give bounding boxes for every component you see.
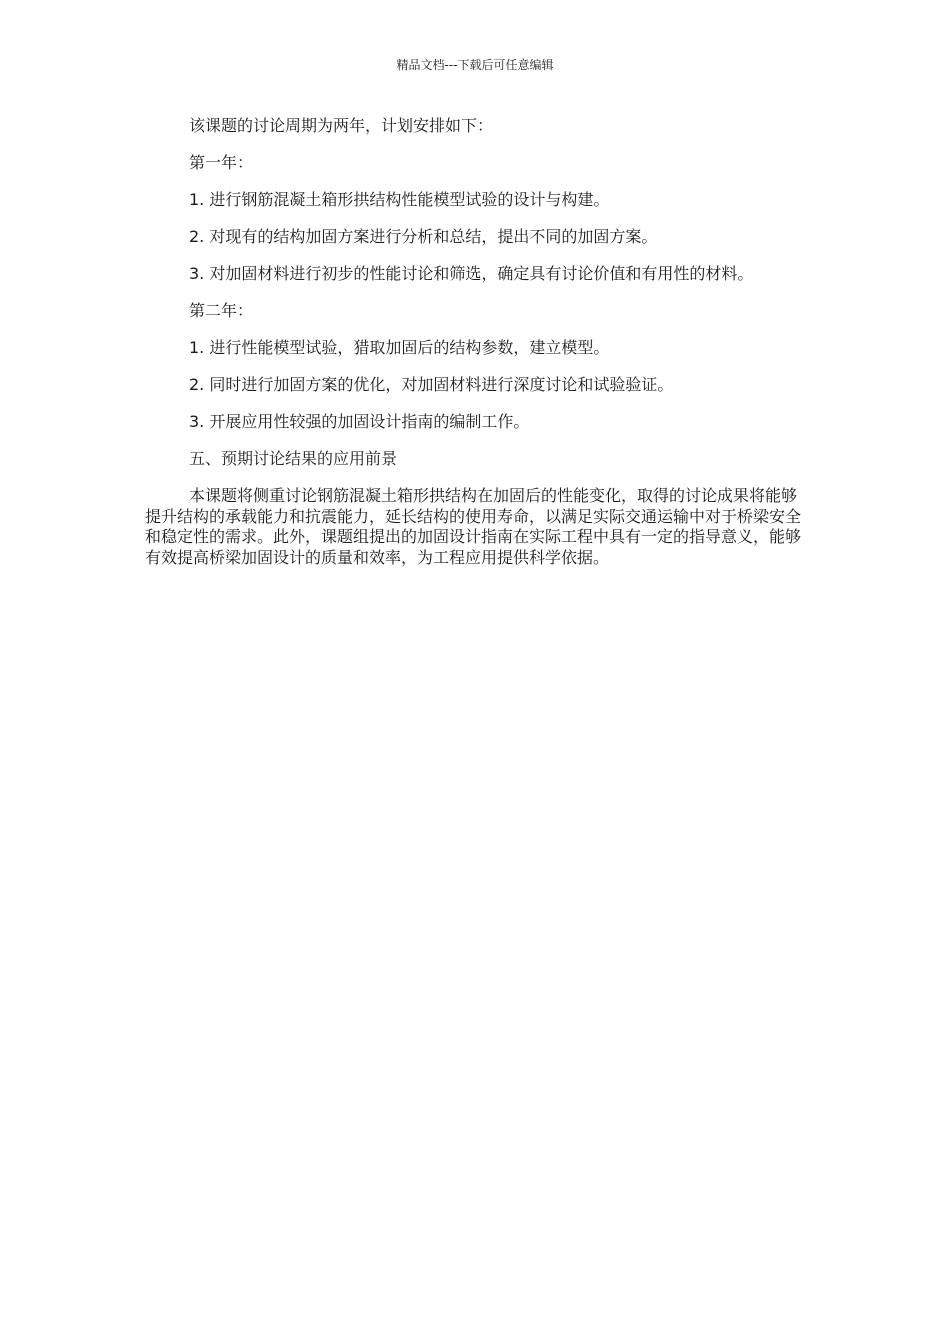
page-header: 精品文档---下载后可任意编辑 [396,58,554,72]
section-heading: 五、预期讨论结果的应用前景 [189,449,398,468]
year-one-item-1: 1. 进行钢筋混凝土箱形拱结构性能模型试验的设计与构建。 [189,190,610,209]
year-two-item-1: 1. 进行性能模型试验，猎取加固后的结构参数，建立模型。 [189,338,610,357]
year-one-item-2: 2. 对现有的结构加固方案进行分析和总结，提出不同的加固方案。 [189,227,658,246]
year-one-item-3: 3. 对加固材料进行初步的性能讨论和筛选，确定具有讨论价值和有用性的材料。 [189,264,754,283]
year-one-heading: 第一年： [189,153,254,172]
application-paragraph: 本课题将侧重讨论钢筋混凝土箱形拱结构在加固后的性能变化，取得的讨论成果将能够提升结构的承载能力和抗震能力，延长结构的使用寿命，以满足实际交通运输中对于桥梁安全和稳定性的需求。此外，课题组提出的加固设计指南在实际工程中具有一定的指导意义，能够有效提高桥梁加固设计的质量和效率，为工程应用提供科学依据。 [145,486,802,567]
year-two-item-2: 2. 同时进行加固方案的优化，对加固材料进行深度讨论和试验验证。 [189,375,674,394]
schedule-intro: 该课题的讨论周期为两年，计划安排如下： [189,116,494,135]
document-body [145,116,807,568]
year-two-heading: 第二年： [189,301,254,320]
year-two-item-3: 3. 开展应用性较强的加固设计指南的编制工作。 [189,412,530,431]
